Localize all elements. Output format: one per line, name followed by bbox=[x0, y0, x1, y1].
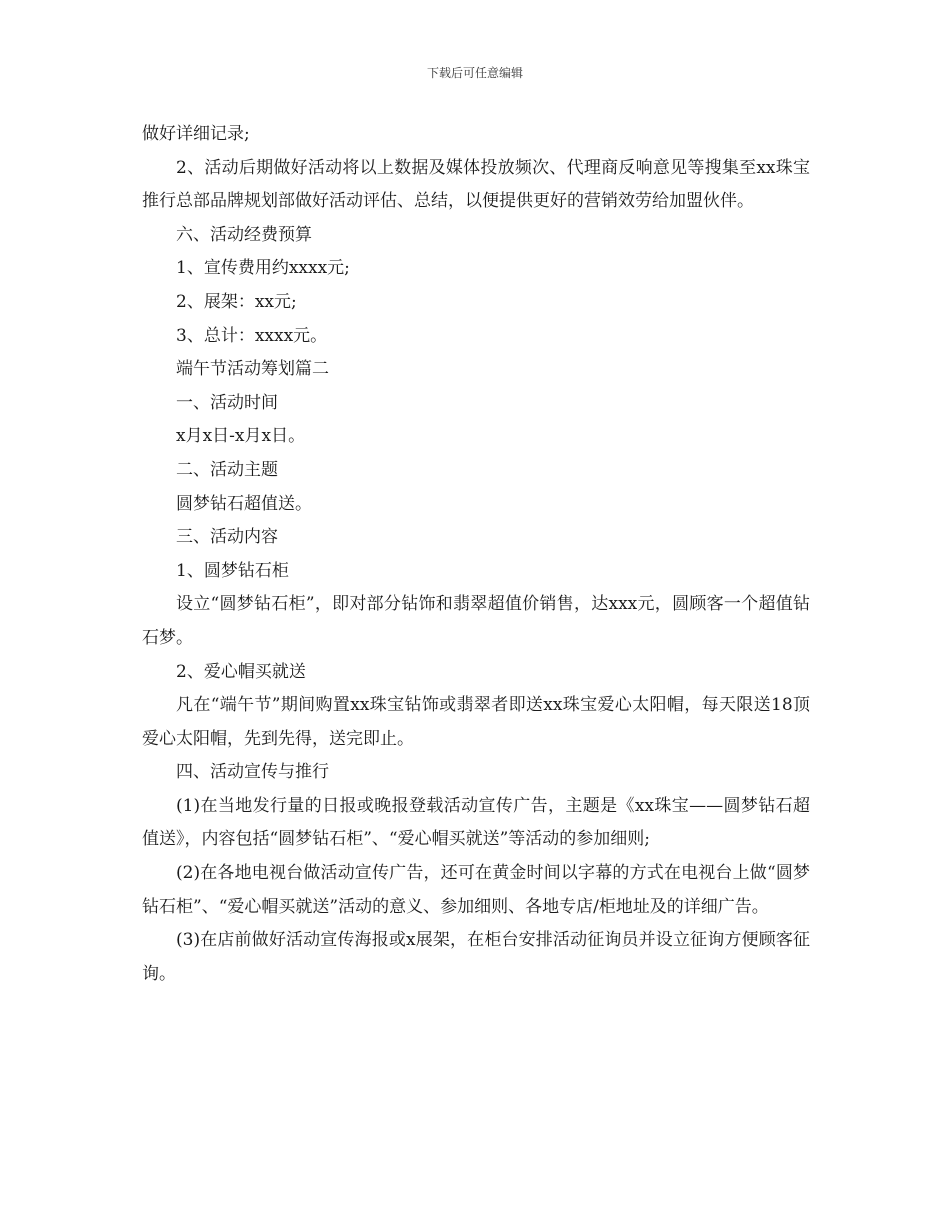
subsection-heading: 2、爱心帽买就送 bbox=[176, 661, 306, 682]
section-heading: 四、活动宣传与推行 bbox=[176, 762, 329, 783]
section-heading: 六、活动经费预算 bbox=[176, 224, 312, 245]
section-heading: 一、活动时间 bbox=[176, 392, 278, 413]
paragraph: 2、展架：xx元; bbox=[176, 291, 297, 312]
document-body bbox=[142, 118, 810, 991]
paragraph: 圆梦钻石超值送。 bbox=[176, 493, 312, 514]
paragraph: 1、宣传费用约xxxx元; bbox=[176, 258, 350, 279]
paragraph: x月x日-x月x日。 bbox=[176, 426, 306, 447]
paragraph: 凡在“端午节”期间购置xx珠宝钻饰或翡翠者即送xx珠宝爱心太阳帽，每天限送18顶爱心太阳帽，先到先得，送完即止。 bbox=[142, 695, 810, 749]
paragraph: (2)在各地电视台做活动宣传广告，还可在黄金时间以字幕的方式在电视台上做“圆梦钻石柜”、“爱心帽买就送”活动的意义、参加细则、各地专店/柜地址及的详细广告。 bbox=[142, 863, 810, 917]
section-heading: 三、活动内容 bbox=[176, 527, 278, 548]
paragraph: (3)在店前做好活动宣传海报或x展架，在柜台安排活动征询员并设立征询方便顾客征询。 bbox=[142, 930, 810, 984]
paragraph: 2、活动后期做好活动将以上数据及媒体投放频次、代理商反响意见等搜集至xx珠宝推行总部品牌规划部做好活动评估、总结，以便提供更好的营销效劳给加盟伙伴。 bbox=[142, 157, 810, 212]
subsection-heading: 1、圆梦钻石柜 bbox=[176, 560, 289, 581]
paragraph: 3、总计：xxxx元。 bbox=[176, 325, 328, 346]
paragraph: 做好详细记录; bbox=[142, 124, 250, 144]
paragraph: (1)在当地发行量的日报或晚报登载活动宣传广告，主题是《xx珠宝——圆梦钻石超值送》，内容包括“圆梦钻石柜”、“爱心帽买就送”等活动的参加细则; bbox=[142, 795, 810, 850]
page-header: 下载后可任意编辑 bbox=[426, 66, 523, 80]
article-title: 端午节活动筹划篇二 bbox=[176, 359, 329, 380]
paragraph: 设立“圆梦钻石柜”，即对部分钻饰和翡翠超值价销售，达xxx元，圆顾客一个超值钻石梦。 bbox=[142, 594, 810, 648]
section-heading: 二、活动主题 bbox=[176, 459, 278, 480]
